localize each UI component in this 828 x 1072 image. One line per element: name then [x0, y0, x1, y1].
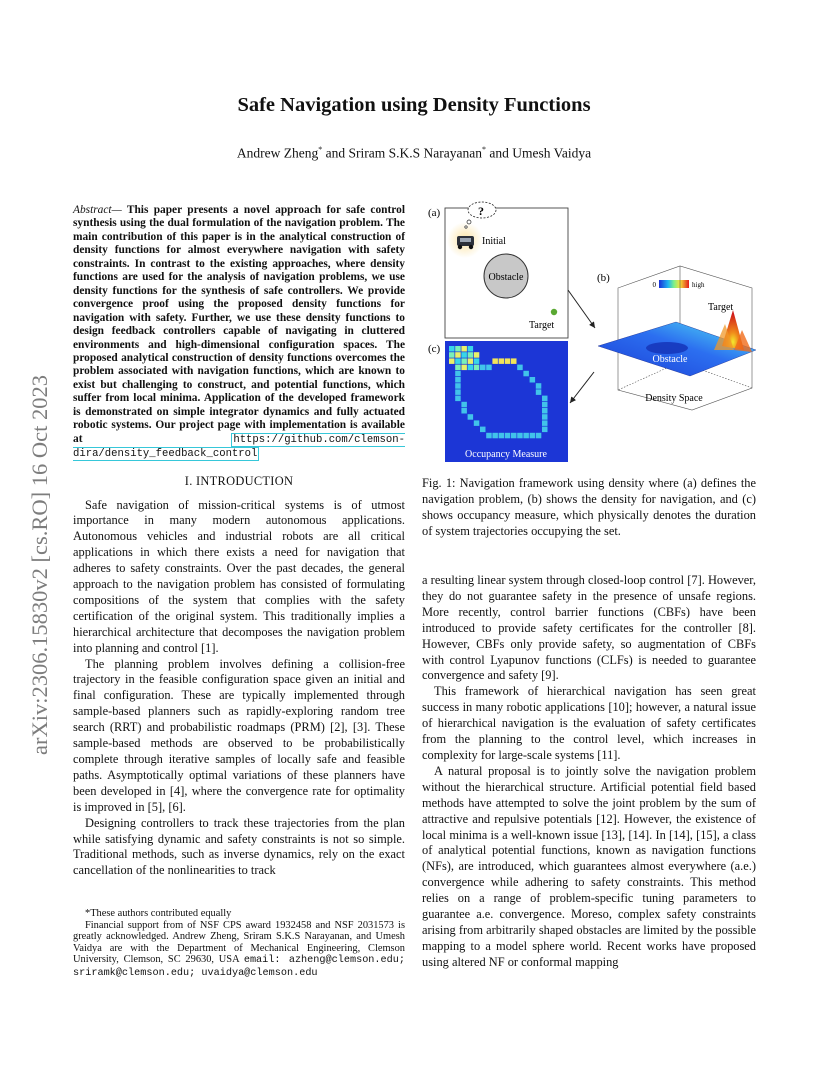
occupancy-cell — [511, 433, 517, 439]
occupancy-cell — [517, 365, 523, 371]
occupancy-cell — [511, 358, 517, 364]
occupancy-cell — [461, 346, 467, 352]
occupancy-cell — [542, 420, 548, 426]
occupancy-cell — [468, 414, 474, 420]
body-paragraph: Safe navigation of mission-critical systems is of utmost importance in many modern autonomous applications. Autonomous vehicles and industrial robots are all critical applications in which there exists a need for navigation that adheres to safety constraints. Over the past decades, the general approach to the navigation problem has consisted of formulating compositions of the system that complies with the safety certification of the original system. This traditionally implies a hierarchical architecture that decomposes the navigation problem into planning and control [1]. — [73, 497, 405, 655]
question-mark: ? — [478, 204, 484, 218]
occupancy-cell — [461, 402, 467, 408]
occupancy-cell — [492, 358, 498, 364]
occupancy-cell — [455, 383, 461, 389]
density-surface — [598, 310, 756, 376]
occupancy-cell — [542, 396, 548, 402]
occupancy-cell — [461, 365, 467, 371]
author-name: Sriram S.K.S Narayanan — [348, 145, 482, 161]
right-column — [422, 573, 756, 971]
occupancy-cell — [486, 433, 492, 439]
abstract-text: This paper presents a novel approach for safe control synthesis using the dual formulation of the navigation problem. The main contribution of this paper is in the analytical construction of density functions for almost everywhere navigation with safety constraints. In contrast to the existing approaches, where density functions are used for the analysis of navigation problems, we use density functions for the synthesis of safe controllers. We provide convergence proof using the proposed density functions for navigation with safety. Further, we use these density functions to design feedback controllers capable of navigating in cluttered environments and high-dimensional configuration spaces. The proposed analytical construction of density functions overcomes the problem associated with navigation functions, which are known to exist but challenging to construct, and potential functions, which suffer from local minima. Application of the developed framework is demonstrated on simple integrator dynamics and fully actuated robotic systems. Our project page with implementation is available at — [73, 204, 405, 445]
occupancy-cell — [455, 346, 461, 352]
occupancy-cell — [468, 358, 474, 364]
occupancy-cell — [474, 420, 480, 426]
occupancy-cell — [542, 408, 548, 414]
project-link[interactable]: https://github.com/clemson-dira/density_feedback_control — [73, 433, 405, 461]
occupancy-cell — [536, 383, 542, 389]
occupancy-cell — [455, 389, 461, 395]
colorbar-low-label: 0 — [652, 281, 656, 289]
panel-b-label: (b) — [597, 272, 610, 284]
occupancy-cell — [455, 365, 461, 371]
occupancy-cell — [486, 365, 492, 371]
occupancy-cell — [455, 377, 461, 383]
occupancy-cell — [474, 365, 480, 371]
abstract-label: Abstract— — [73, 204, 122, 216]
arrow-a-to-b — [568, 290, 595, 328]
footnote — [73, 908, 405, 980]
occupancy-cell — [536, 433, 542, 439]
author-name: Andrew Zheng — [236, 145, 319, 161]
author-emails: azheng@clemson.edu; sriramk@clemson.edu; uvaidya@clemson.edu — [73, 955, 405, 979]
occupancy-cell — [455, 352, 461, 358]
footnote-equal-contribution: *These authors contributed equally — [85, 908, 232, 919]
section-heading: I. INTRODUCTION — [184, 473, 294, 488]
abstract — [73, 204, 405, 462]
occupancy-cell — [530, 377, 536, 383]
target-3d-label: Target — [708, 302, 734, 313]
occupancy-cell — [449, 352, 455, 358]
occupancy-cell — [492, 433, 498, 439]
occupancy-cell — [536, 389, 542, 395]
body-paragraph: This framework of hierarchical navigation has seen great success in many robotic applications [10]; however, a natural issue of hierarchical navigation is the evaluation of safety certificates from the planning to the control level, which increases in complexity for large-scale systems [11]. — [422, 684, 756, 762]
occupancy-cell — [468, 346, 474, 352]
target-dot — [551, 309, 557, 315]
figure-caption: Fig. 1: Navigation framework using density where (a) defines the navigation problem, (b) shows the density for navigation, and (c) shows occupancy measure, which physically denotes the duration of system trajectories occupying the set. — [422, 476, 756, 538]
colorbar-high-label: high — [692, 281, 705, 289]
occupancy-cell — [542, 402, 548, 408]
occupancy-cell — [499, 358, 505, 364]
body-paragraph: A natural proposal is to jointly solve the navigation problem without the hierarchical structure. Artificial potential field based methods have attempted to solve the joint problem by the sum of attractive and repulsive potentials [12]. However, the existence of local minima is a well-known issue [13], [14]. In [14], [15], a class of analytical potential functions, known as navigation functions (NFs), are introduced, which guarantees almost everywhere (a.e.) convergence while adhering to safety constraints. This method relies on a range of problem-specific tuning parameters to guarantee a.e. convergence. Moreso, complex safety constraints arising from arbitrarily shaped obstacles are limited by the possible mapping to a model sphere world. Recent works have proposed using altered NF or conformal mapping — [422, 763, 756, 969]
target-label: Target — [529, 320, 555, 331]
arxiv-id-text: arXiv:2306.15830v2 [cs.RO] 16 Oct 2023 — [27, 375, 52, 755]
occupancy-cell — [461, 408, 467, 414]
occupancy-cell — [505, 433, 511, 439]
occupancy-cell — [468, 352, 474, 358]
body-paragraph: The planning problem involves defining a collision-free trajectory in the feasible configuration space given an initial and final configuration. These are typically implemented through sample-based planners such as rapidly-exploring random tree search (RRT) and probabilistic roadmaps (PRM) [2], [3]. These sample-based methods are observed to be probabilistically complete through iterative samples of locally safe and feasible paths. Asymptotically optimal variations of these planners have been developed in [4], where the convergence rate for optimality is improved in [5], [6]. — [73, 656, 405, 814]
occupancy-cell — [461, 352, 467, 358]
colorbar — [653, 280, 705, 289]
equal-contribution-mark: * — [318, 145, 323, 154]
panel-c-label: (c) — [428, 343, 441, 355]
email-label: email: — [243, 955, 281, 967]
author-name: Umesh Vaidya — [512, 145, 592, 161]
initial-label: Initial — [482, 236, 506, 247]
occupancy-cell — [474, 358, 480, 364]
occupancy-cell — [455, 396, 461, 402]
occupancy-cell — [455, 371, 461, 377]
arrow-b-to-c — [570, 372, 594, 403]
occupancy-cell — [517, 433, 523, 439]
footnote-funding: Financial support from of NSF CPS award 1932458 and NSF 2031573 is greatly acknowledged. Andrew Zheng, Sriram S.K.S Narayanan, and Umesh Vaidya are with the Department of Mechanical Engineering, Clemson University, Clemson, SC 29630, USA — [73, 919, 405, 966]
arxiv-identifier — [16, 290, 56, 760]
obstacle-label: Obstacle — [488, 272, 524, 283]
occupancy-cell — [474, 352, 480, 358]
occupancy-cell — [480, 427, 486, 433]
density-space-label: Density Space — [645, 393, 703, 404]
paper-title: Safe Navigation using Density Functions — [237, 94, 591, 116]
body-paragraph: Designing controllers to track these trajectories from the plan while satisfying dynamic and safety constraints is not so simple. Traditional methods, such as inverse dynamics, rely on the exact cancellation of the nonlinearities to track — [73, 815, 405, 878]
panel-a-label: (a) — [428, 207, 441, 219]
occupancy-cell — [468, 365, 474, 371]
obstacle-3d-label: Obstacle — [652, 354, 688, 365]
occupancy-cell — [523, 433, 529, 439]
occupancy-cell — [542, 427, 548, 433]
body-paragraph: a resulting linear system through closed-loop control [7]. However, they do not guarantee safety in the presence of unsafe regions. More recently, control barrier functions (CBFs) have been introduced to provide safety certificates for the controller [8]. However, CBFs only provide safety, so augmentation of CBFs with control Lyapunov functions (CLFs) is needed to guarantee convergence and safety [9]. — [422, 573, 756, 683]
occupancy-cell — [542, 414, 548, 420]
occupancy-cell — [505, 358, 511, 364]
author-separator: and — [485, 145, 513, 161]
occupancy-measure-label: Occupancy Measure — [465, 449, 547, 460]
occupancy-cell — [461, 358, 467, 364]
occupancy-cell — [523, 371, 529, 377]
occupancy-cell — [455, 358, 461, 364]
occupancy-cell — [499, 433, 505, 439]
figure-1 — [422, 200, 762, 462]
occupancy-cell — [449, 346, 455, 352]
occupancy-cell — [530, 433, 536, 439]
equal-contribution-mark: * — [481, 145, 486, 154]
author-list — [0, 145, 828, 162]
author-separator: and — [322, 145, 349, 161]
occupancy-cell — [480, 365, 486, 371]
occupancy-cell — [449, 358, 455, 364]
left-column — [73, 204, 405, 879]
